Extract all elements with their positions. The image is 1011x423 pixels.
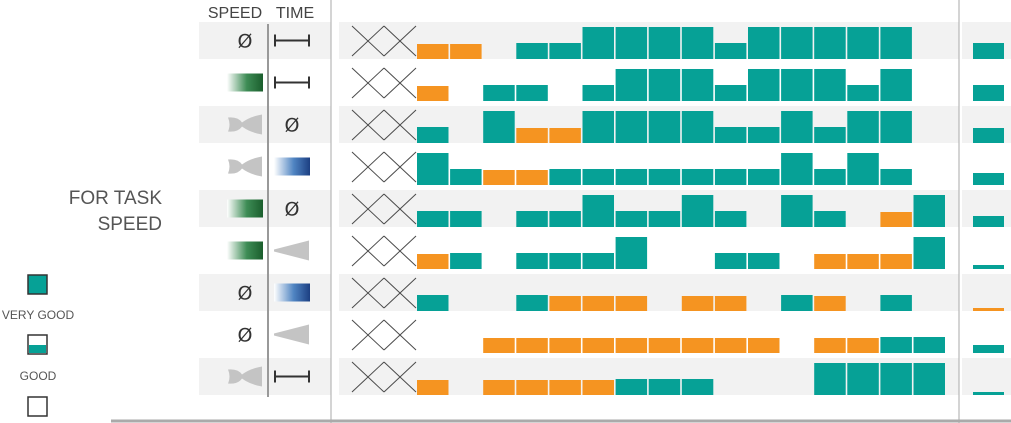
row-4-cross-icon <box>352 152 416 182</box>
row-5-cell-12 <box>781 195 813 227</box>
row-9-cell-7 <box>616 379 648 395</box>
row-9-cell-8 <box>649 379 681 395</box>
legend <box>2 275 75 416</box>
row-5-cell-8 <box>649 211 681 227</box>
row-9-cell-9 <box>682 379 714 395</box>
row-3-cell-14 <box>847 111 879 143</box>
row-1-bg-left <box>199 22 331 59</box>
row-9-summary-bar <box>973 392 1004 395</box>
row-5-cell-9 <box>682 195 714 227</box>
row-3-cell-8 <box>649 111 681 143</box>
row-1-cell-15 <box>880 27 912 59</box>
row-9-cell-5 <box>549 380 581 395</box>
legend-very-good-label: VERY GOOD <box>1 308 75 322</box>
row-7-cell-4 <box>516 295 548 311</box>
row-5-cell-7 <box>616 211 648 227</box>
row-1-cell-6 <box>583 27 615 59</box>
row-5-speed-icon <box>227 200 263 218</box>
row-9-cell-16 <box>914 363 946 395</box>
row-5-cell-10 <box>715 211 747 227</box>
legend-good-label: GOOD <box>19 369 57 383</box>
row-8-cell-14 <box>847 338 879 353</box>
row-8-cell-13 <box>814 338 846 353</box>
row-2-cell-10 <box>715 85 747 101</box>
row-1-cell-1 <box>417 44 449 59</box>
side-title-line-2: SPEED <box>97 214 162 235</box>
row-3-cell-6 <box>583 111 615 143</box>
row-8-cell-9 <box>682 338 714 353</box>
row-2-cell-4 <box>516 85 548 101</box>
row-2-cell-15 <box>880 69 912 101</box>
row-1-cell-2 <box>450 44 482 59</box>
row-3-cell-11 <box>748 127 780 143</box>
row-4-cell-8 <box>649 169 681 185</box>
row-4-cell-7 <box>616 169 648 185</box>
row-4-summary-bar <box>973 173 1004 185</box>
row-7-cell-10 <box>715 296 747 311</box>
row-6-cell-6 <box>583 253 615 269</box>
row-6-cell-1 <box>417 254 449 269</box>
row-8-cell-8 <box>649 338 681 353</box>
row-5-cell-1 <box>417 211 449 227</box>
row-1-speed-icon: Ø <box>237 30 253 53</box>
row-7-bg-summary <box>962 274 1011 311</box>
row-7-cell-6 <box>583 296 615 311</box>
row-9-bg-left <box>199 358 331 395</box>
row-3-cell-4 <box>516 128 548 143</box>
row-2-time-icon <box>275 77 309 89</box>
row-5-cell-4 <box>516 211 548 227</box>
row-4-cell-15 <box>880 169 912 185</box>
row-3-cell-12 <box>781 111 813 143</box>
row-7-time-icon <box>274 284 310 302</box>
row-8-cell-15 <box>880 337 912 353</box>
row-4-cell-10 <box>715 169 747 185</box>
row-7-cell-12 <box>781 295 813 311</box>
row-3-bg-left <box>199 106 331 143</box>
row-3-cell-15 <box>880 111 912 143</box>
row-2-cell-6 <box>583 85 615 101</box>
row-4-cell-6 <box>583 169 615 185</box>
row-9-cell-4 <box>516 380 548 395</box>
row-8-speed-icon: Ø <box>237 324 253 347</box>
row-1-cell-4 <box>516 43 548 59</box>
row-5-summary-bar <box>973 216 1004 227</box>
row-2-cell-13 <box>814 69 846 101</box>
row-8-cell-6 <box>583 338 615 353</box>
row-4-cell-1 <box>417 153 449 185</box>
row-4-cell-4 <box>516 170 548 185</box>
row-3-cell-9 <box>682 111 714 143</box>
row-4-cell-3 <box>483 170 515 185</box>
row-5-time-icon: Ø <box>284 198 300 221</box>
row-1-cell-13 <box>814 27 846 59</box>
row-7-speed-icon: Ø <box>237 282 253 305</box>
row-8-cell-16 <box>914 337 946 353</box>
row-6-cell-11 <box>748 253 780 269</box>
row-6-cell-4 <box>516 253 548 269</box>
row-8-cell-3 <box>483 338 515 353</box>
row-1-cell-9 <box>682 27 714 59</box>
row-2-cell-14 <box>847 85 879 101</box>
row-2-cell-12 <box>781 69 813 101</box>
row-2-cell-8 <box>649 69 681 101</box>
row-6-cell-14 <box>847 254 879 269</box>
row-3-cell-3 <box>483 111 515 143</box>
row-8-time-icon <box>274 325 309 345</box>
row-1-cell-5 <box>549 43 581 59</box>
row-6-cell-15 <box>880 254 912 269</box>
row-6-cell-2 <box>450 253 482 269</box>
row-9-cell-15 <box>880 363 912 395</box>
row-5-cell-16 <box>914 195 946 227</box>
row-2-speed-icon <box>227 74 263 92</box>
row-2-cell-11 <box>748 69 780 101</box>
row-3-time-icon: Ø <box>284 114 300 137</box>
row-8-cell-5 <box>549 338 581 353</box>
row-6-cell-13 <box>814 254 846 269</box>
row-5-bg-left <box>199 190 331 227</box>
row-2-cell-7 <box>616 69 648 101</box>
row-3-summary-bar <box>973 128 1004 143</box>
row-9-bg-summary <box>962 358 1011 395</box>
row-1-cell-7 <box>616 27 648 59</box>
row-1-cell-12 <box>781 27 813 59</box>
row-5-cell-5 <box>549 211 581 227</box>
row-9-cell-13 <box>814 363 846 395</box>
speed-column-header: SPEED <box>207 5 263 22</box>
row-4-cell-12 <box>781 153 813 185</box>
row-7-cell-1 <box>417 295 449 311</box>
row-8-cell-4 <box>516 338 548 353</box>
legend-empty-swatch <box>28 397 47 416</box>
row-3-cell-1 <box>417 127 449 143</box>
row-4-cell-11 <box>748 169 780 185</box>
row-3-cell-5 <box>549 128 581 143</box>
row-7-cell-7 <box>616 296 648 311</box>
row-2-cell-9 <box>682 69 714 101</box>
row-1-summary-bar <box>973 43 1004 59</box>
row-6-cell-10 <box>715 253 747 269</box>
row-6-summary-bar <box>973 265 1004 269</box>
row-8-cross-icon <box>352 320 416 350</box>
row-8-cell-7 <box>616 338 648 353</box>
row-9-cell-6 <box>583 380 615 395</box>
row-6-cell-5 <box>549 253 581 269</box>
row-4-speed-icon <box>228 157 262 177</box>
row-9-cell-14 <box>847 363 879 395</box>
row-4-cell-14 <box>847 153 879 185</box>
row-4-cell-13 <box>814 169 846 185</box>
row-3-cell-13 <box>814 127 846 143</box>
row-7-cell-5 <box>549 296 581 311</box>
row-2-cross-icon <box>352 68 416 98</box>
row-8-summary-bar <box>973 345 1004 353</box>
row-9-cell-1 <box>417 380 449 395</box>
row-1-cell-8 <box>649 27 681 59</box>
row-7-bg-left <box>199 274 331 311</box>
side-title-line-1: FOR TASK <box>68 188 162 209</box>
row-6-time-icon <box>274 241 309 261</box>
row-5-cell-15 <box>880 212 912 227</box>
row-4-cell-2 <box>450 169 482 185</box>
row-6-cell-7 <box>616 237 648 269</box>
row-5-cell-6 <box>583 195 615 227</box>
row-6-speed-icon <box>227 242 263 260</box>
row-1-cell-14 <box>847 27 879 59</box>
row-2-cell-1 <box>417 86 449 101</box>
row-7-cell-13 <box>814 296 846 311</box>
row-5-cell-2 <box>450 211 482 227</box>
row-7-summary-bar <box>973 308 1004 311</box>
row-4-cell-9 <box>682 169 714 185</box>
row-5-cell-13 <box>814 211 846 227</box>
legend-very-good-swatch <box>28 275 47 294</box>
row-1-cell-10 <box>715 43 747 59</box>
row-3-cell-10 <box>715 127 747 143</box>
row-6-cross-icon <box>352 236 416 266</box>
time-column-header: TIME <box>275 5 315 22</box>
row-2-cell-3 <box>483 85 515 101</box>
row-8-cell-11 <box>748 338 780 353</box>
legend-good-swatch-fill <box>29 345 46 353</box>
row-7-cell-15 <box>880 295 912 311</box>
row-1-cell-11 <box>748 27 780 59</box>
row-8-cell-10 <box>715 338 747 353</box>
row-4-cell-5 <box>549 169 581 185</box>
row-3-cell-7 <box>616 111 648 143</box>
row-2-summary-bar <box>973 85 1004 101</box>
row-7-cell-9 <box>682 296 714 311</box>
row-4-time-icon <box>274 158 310 176</box>
row-9-cell-3 <box>483 380 515 395</box>
row-6-cell-16 <box>914 237 946 269</box>
